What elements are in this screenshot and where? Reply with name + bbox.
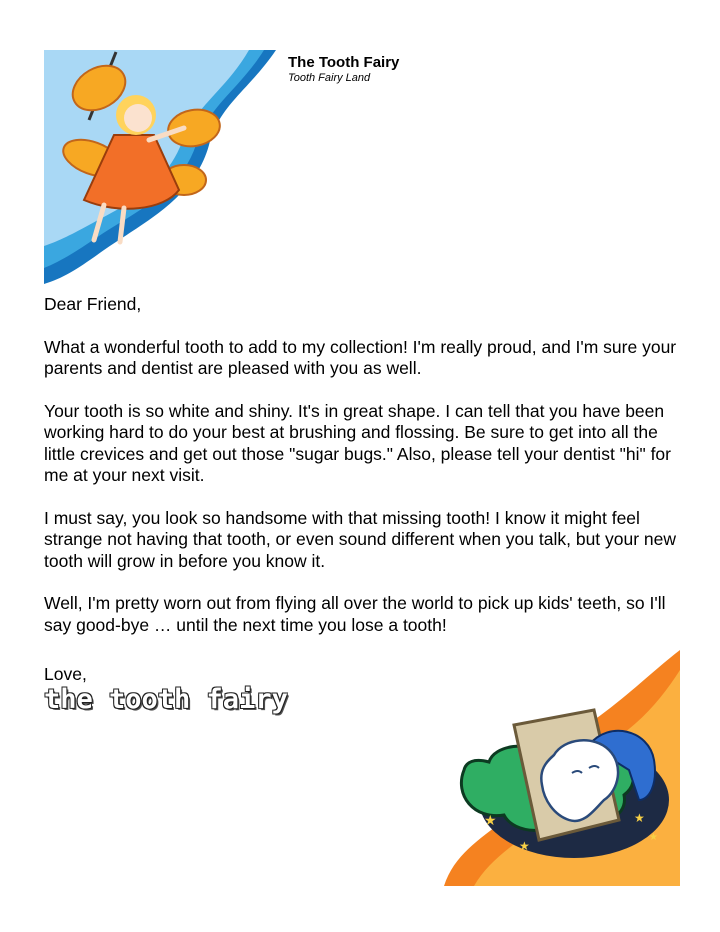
svg-text:★: ★ [519,839,530,853]
sender-location: Tooth Fairy Land [288,72,371,84]
fairy-illustration [44,50,276,284]
signature: the tooth fairy [44,684,288,715]
paragraph: What a wonderful tooth to add to my collection! I'm really proud, and I'm sure your parents and dentist are pleased with you as well. [44,336,677,378]
paragraph: Well, I'm pretty worn out from flying all over the world to pick up kids' teeth, so I'll say good-bye … until the next time you lose a tooth! [44,593,666,635]
greeting: Dear Friend, [44,294,142,314]
paragraph: I must say, you look so handsome with that missing tooth! I know it might feel strange not having that tooth, or even sound different when you talk, but your new tooth will grow in before you know it. [44,507,677,571]
letter-body [44,294,684,657]
svg-text:★: ★ [484,813,497,829]
svg-text:★: ★ [634,811,645,825]
sender-name: The Tooth Fairy [288,54,400,71]
paragraph: Your tooth is so white and shiny. It's in great shape. I can tell that you have been working hard to do your best at brushing and flossing. Be sure to get into all the little crevices and get out those "sugar bugs." Also, please tell your dentist "hi" for me at your next visit. [44,400,671,485]
letterhead [288,54,399,85]
sleeping-tooth-illustration [444,650,680,886]
svg-text:★: ★ [649,832,658,843]
closing: Love, [44,664,87,684]
